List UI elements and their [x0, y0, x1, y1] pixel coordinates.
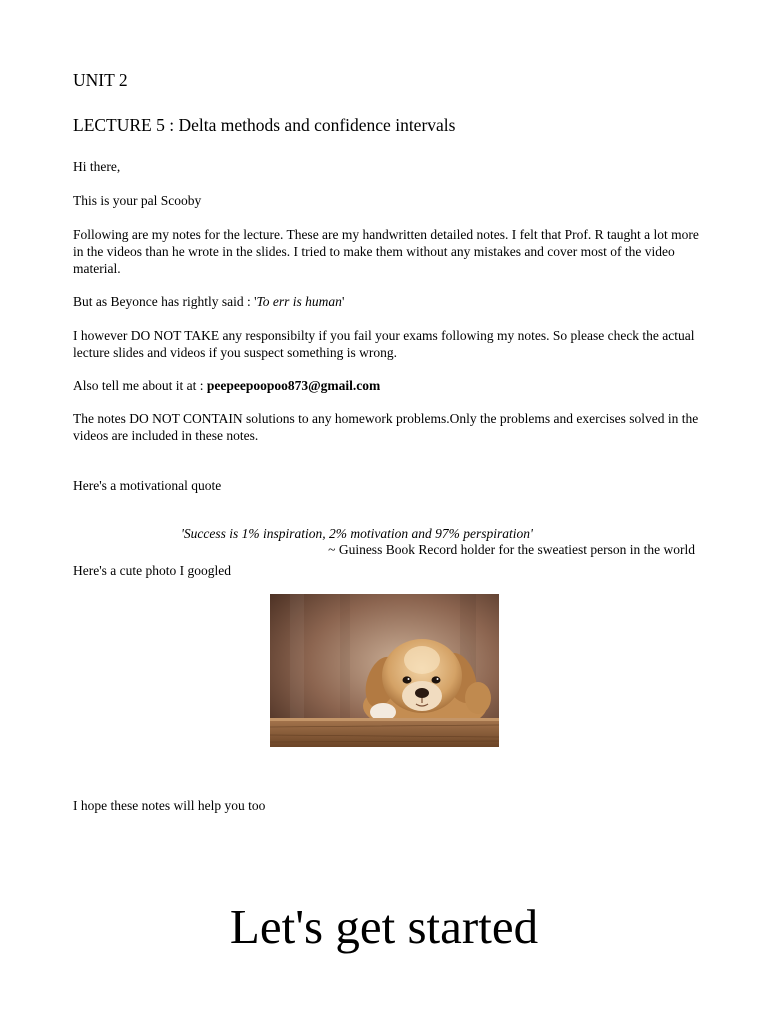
greeting: Hi there,: [73, 159, 121, 174]
beyonce-line: [73, 293, 344, 310]
beyonce-suffix: ': [341, 294, 345, 309]
quote-source: ~ Guiness Book Record holder for the sweatiest person in the world: [328, 541, 695, 557]
hope-line: I hope these notes will help you too: [73, 798, 266, 813]
contact-line: [73, 377, 380, 394]
beyonce-quote: To err is human: [256, 294, 342, 309]
contact-prefix: Also tell me about it at :: [73, 378, 207, 393]
motivational-intro: Here's a motivational quote: [73, 478, 222, 493]
notes-paragraph: Following are my notes for the lecture. These are my handwritten detailed notes. I felt that Prof. R taught a lot more in the videos than he wrote in the slides. I tried to make them without any mistakes and cover most of the video material.: [73, 227, 699, 276]
homework-paragraph: The notes DO NOT CONTAIN solutions to any homework problems.Only the problems and exercises solved in the videos are included in these notes.: [73, 411, 699, 443]
lecture-title: LECTURE 5 : Delta methods and confidence intervals: [73, 115, 456, 135]
beyonce-prefix: But as Beyonce has rightly said : ': [73, 294, 257, 309]
disclaimer-paragraph: I however DO NOT TAKE any responsibilty if you fail your exams following my notes. So please check the actual lecture slides and videos if you suspect something is wrong.: [73, 328, 695, 360]
intro-line: This is your pal Scooby: [73, 193, 202, 208]
puppy-photo: [270, 594, 499, 747]
lets-get-started-heading: Let's get started: [229, 899, 539, 954]
email-address: peepeepoopoo873@gmail.com: [206, 378, 381, 393]
unit-heading: UNIT 2: [73, 70, 128, 90]
motivational-quote: 'Success is 1% inspiration, 2% motivation and 97% perspiration': [181, 525, 533, 541]
photo-intro: Here's a cute photo I googled: [73, 563, 232, 578]
